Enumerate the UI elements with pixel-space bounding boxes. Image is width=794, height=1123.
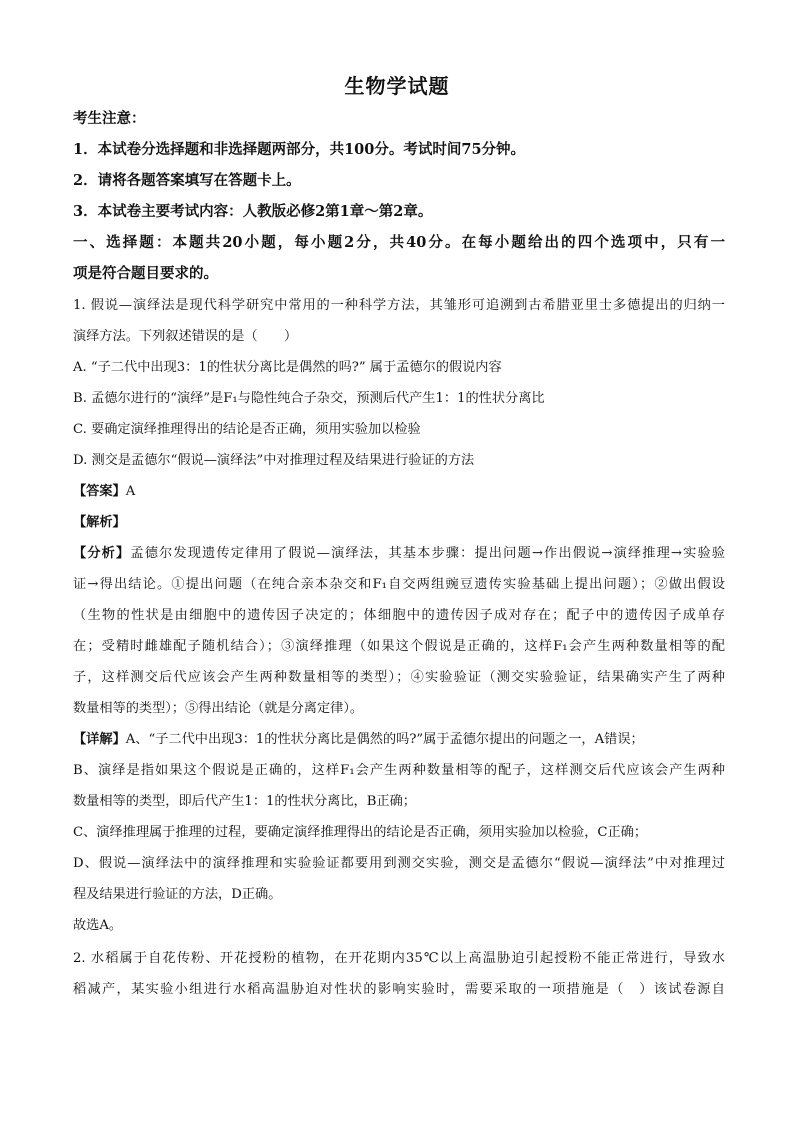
fenxi-line-1 [73,544,725,564]
notice-item-2: 2．请将各题答案填写在答题卡上。 [73,172,301,189]
q2-stem-line-1: 2. 水稻属于自花传粉、开花授粉的植物，在开花期内35℃以上高温胁迫引起授粉不能正常进行，导致水 [73,951,725,966]
notice-item-1: 1．本试卷分选择题和非选择题两部分，共100分。考试时间75分钟。 [73,141,526,158]
answer-tag: 【答案】 [73,484,126,499]
q1-stem-line-2: 演绎方法。下列叙述错误的是（ ） [73,329,298,344]
xiangjie-line-1 [73,730,725,750]
q1-option-a: A. “子二代中出现3：1的性状分离比是偶然的吗?” 属于孟德尔的假说内容 [73,360,502,375]
xiangjie-line-2: B、演绎是指如果这个假说是正确的，这样F₁会产生两种数量相等的配子，这样测交后代应该会产生两种 [73,763,725,778]
page-title: 生物学试题 [344,74,450,98]
q1-stem-line-1: 1. 假说—演绎法是现代科学研究中常用的一种科学方法，其雏形可追溯到古希腊亚里士多德提出的归纳一 [73,298,725,313]
notice-item-3: 3．本试卷主要考试内容：人教版必修2第1章～第2章。 [73,203,433,220]
section-heading-line-1: 一、选择题：本题共20小题，每小题2分，共40分。在每小题给出的四个选项中，只有一 [73,234,725,251]
xiangjie-text-1: A、“子二代中出现3：1的性状分离比是偶然的吗?”属于孟德尔提出的问题之一，A错误； [125,732,644,747]
analysis-tag [73,513,725,533]
q1-conclusion: 故选A。 [73,918,123,933]
fenxi-line-6: 数量相等的类型）；⑤得出结论（就是分离定律）。 [73,701,364,716]
fenxi-line-4: 在；受精时雌雄配子随机结合）；③演绎推理（如果这个假说是正确的，这样F₁会产生两种数量相等的配 [73,639,725,654]
fenxi-line-5: 子，这样测交后代应该会产生两种数量相等的类型）；④实验验证（测交实验验证，结果确实产生了两种 [73,670,725,685]
fenxi-tag: 【分析】 [73,546,131,561]
xiangjie-line-3: 数量相等的类型，即后代产生1：1的性状分离比，B正确； [73,794,416,809]
q2-stem-line-2: 稻减产，某实验小组进行水稻高温胁迫对性状的影响实验时，需要采取的一项措施是（ ）该试卷源自 [73,982,725,997]
analysis-label: 【解析】 [73,515,126,530]
notice-heading: 考生注意： [73,110,146,127]
q1-option-c: C. 要确定演绎推理得出的结论是否正确，须用实验加以检验 [73,422,421,437]
xiangjie-line-6: 程及结果进行验证的方法，D正确。 [73,887,282,902]
q1-option-d: D. 测交是孟德尔“假说—演绎法”中对推理过程及结果进行验证的方法 [73,453,475,468]
fenxi-text-1: 孟德尔发现遗传定律用了假说—演绎法，其基本步骤：提出问题→作出假说→演绎推理→实验验 [130,546,725,561]
q1-answer [73,482,725,502]
answer-value: A [125,484,136,499]
xiangjie-line-5: D、假说—演绎法中的演绎推理和实验验证都要用到测交实验，测交是孟德尔“假说—演绎法”中对推理过 [73,856,725,871]
q1-option-b: B. 孟德尔进行的“演绎”是F₁与隐性纯合子杂交，预测后代产生1：1的性状分离比 [73,391,545,406]
section-heading-line-2: 项是符合题目要求的。 [73,265,218,282]
fenxi-line-2: 证→得出结论。①提出问题（在纯合亲本杂交和F₁自交两组豌豆遗传实验基础上提出问题）；②做出假设 [73,577,725,592]
fenxi-line-3: （生物的性状是由细胞中的遗传因子决定的；体细胞中的遗传因子成对存在；配子中的遗传因子成单存 [73,608,725,623]
xiangjie-line-4: C、演绎推理属于推理的过程，要确定演绎推理得出的结论是否正确，须用实验加以检验，C正确； [73,825,648,840]
xiangjie-tag: 【详解】 [73,732,126,747]
